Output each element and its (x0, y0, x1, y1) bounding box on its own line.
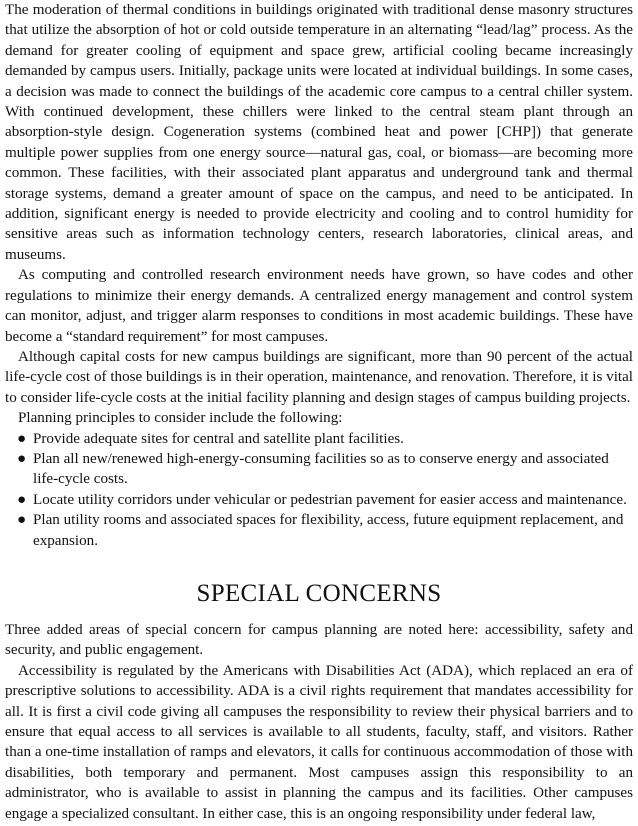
section-heading: SPECIAL CONCERNS (196, 579, 442, 607)
list-item-text: Plan utility rooms and associated spaces for flexibility, access, future equipment replacement, and expansion. (33, 512, 624, 549)
list-item-text: Locate utility corridors under vehicular or pedestrian pavement for easier access and maintenance. (33, 491, 627, 508)
bullet-icon: ● (17, 430, 27, 447)
list-item-text: Plan all new/renewed high-energy-consuming facilities so as to conserve energy and associated life-cycle costs. (33, 450, 609, 488)
paragraph-energy-management: As computing and controlled research environment needs have grown, so have codes and other regulations to minimize their energy demands. A centralized energy management and control system can monitor, adjust, and trigger alarm responses to conditions in most academic buildings. These have become a “standard requirement” for most campuses. (5, 267, 633, 345)
bullet-icon: ● (17, 491, 27, 508)
paragraph-thermal-conditions: The moderation of thermal conditions in buildings originated with traditional dense masonry structures that utilize the absorption of hot or cold outside temperature in an alternating “lead/lag” process. As the demand for greater cooling of equipment and space grew, artificial cooling became increasingly demanded by campus users. Initially, package units were located at individual buildings. In some cases, a decision was made to connect the buildings of the academic core campus to a central chiller system. With continued development, these chillers were linked to the central steam plant through an absorption-style design. Cogeneration systems (combined heat and power [CHP]) that generate multiple power supplies from one energy source—natural gas, coal, or biomass—are becoming more common. These facilities, with their associated plant apparatus and underground tank and thermal storage systems, demand a greater amount of space on the campus, and need to be anticipated. In addition, significant energy is needed to provide electricity and cooling and to control humidity for sensitive areas such as information technology centers, research laboratories, clinical areas, and museums. (5, 2, 633, 263)
planning-principles-list (5, 429, 633, 551)
list-item (17, 449, 633, 490)
list-item (17, 510, 633, 551)
bullet-icon: ● (17, 512, 27, 529)
list-item (17, 429, 633, 449)
paragraph-life-cycle-costs: Although capital costs for new campus buildings are significant, more than 90 percent of the actual life-cycle cost of those buildings is in their operation, maintenance, and renovation. Therefore, it is vital to consider life-cycle costs at the initial facility planning and design stages of campus building projects. (5, 348, 633, 406)
paragraph-accessibility: Accessibility is regulated by the Americans with Disabilities Act (ADA), which replaced an era of prescriptive solutions to accessibility. ADA is a civil rights requirement that mandates accessibility for all. It is first a civil code giving all campuses the responsibility to review their physical barriers and to ensure that equal access to all services is available to all students, faculty, staff, and visitors. Rather than a one-time installation of ramps and elevators, it calls for continuous accommodation of those with disabilities, both temporary and permanent. Most campuses assign this responsibility to an administrator, who is available to assist in planning the campus and its facilities. Other campuses engage a specialized consultant. In either case, this is an ongoing responsibility under federal law, (5, 662, 633, 822)
paragraph-planning-principles-intro: Planning principles to consider include the following: (18, 410, 343, 427)
list-item (17, 490, 633, 510)
bullet-icon: ● (17, 450, 27, 467)
list-item-text: Provide adequate sites for central and satellite plant facilities. (33, 430, 404, 447)
paragraph-special-concerns-intro: Three added areas of special concern for campus planning are noted here: accessibility, safety and security, and public engagement. (5, 621, 633, 659)
